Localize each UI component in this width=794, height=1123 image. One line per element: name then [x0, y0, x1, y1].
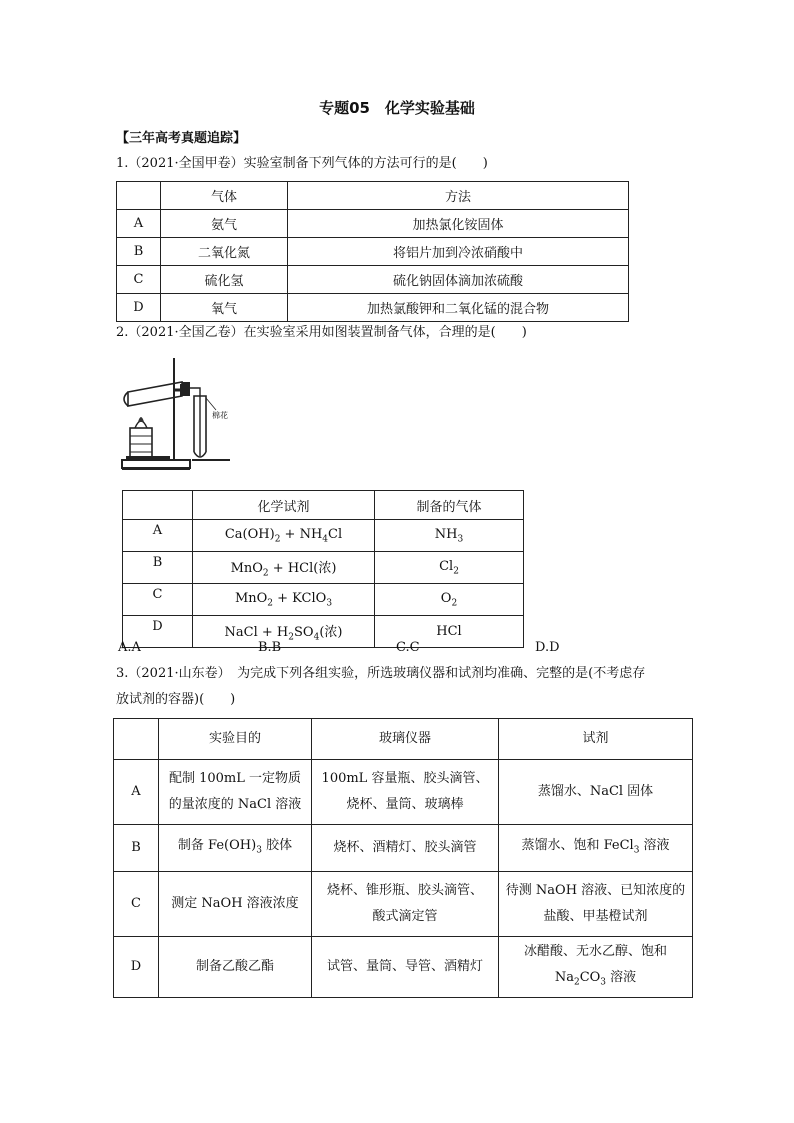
gas-generation-apparatus-figure: [118, 352, 234, 478]
table-cell: 硫化氢: [161, 266, 288, 294]
page-title: 专题05 化学实验基础: [319, 99, 475, 117]
section-heading: 【三年高考真题追踪】: [116, 131, 247, 146]
option-d[interactable]: D.D: [535, 640, 560, 655]
table-header-cell: [117, 182, 161, 210]
table-row: [114, 872, 693, 937]
table-cell: 加热氯酸钾和二氧化锰的混合物: [288, 294, 629, 322]
table-header-cell: [114, 719, 159, 760]
table-row: [123, 552, 524, 584]
option-b[interactable]: B.B: [258, 640, 282, 655]
figure-label-cotton: 棉花: [212, 411, 228, 420]
glassware-cell: 烧杯、锥形瓶、胶头滴管、 酸式滴定管: [312, 872, 499, 937]
table-cell: 加热氯化铵固体: [288, 210, 629, 238]
purpose-cell: 测定 NaOH 溶液浓度: [159, 872, 312, 937]
table-row: [114, 760, 693, 825]
table-row: [117, 238, 629, 266]
row-letter-cell: D: [123, 616, 193, 648]
option-a[interactable]: A.A: [118, 640, 141, 655]
row-letter-cell: C: [114, 872, 159, 937]
question-3-stem-line-1: 3.（2021·山东卷） 为完成下列各组实验，所选玻璃仪器和试剂均准确、完整的是(不考虑存: [116, 666, 646, 681]
table-row: [114, 825, 693, 872]
reagent-cell: NaCl + $H_2SO_4$(浓): [193, 616, 375, 648]
table-cell: B: [117, 238, 161, 266]
question-3-stem-line-2: 放试剂的容器)( ): [116, 692, 236, 707]
table-header-row: [123, 491, 524, 520]
table-cell: D: [117, 294, 161, 322]
table-header-row: [117, 182, 629, 210]
table-row: [117, 294, 629, 322]
gas-cell: $Cl_2$: [375, 552, 524, 584]
question-2-options: [118, 640, 578, 658]
glassware-cell: 烧杯、酒精灯、胶头滴管: [312, 825, 499, 872]
question-2-table: [122, 490, 524, 648]
glassware-cell: 试管、量筒、导管、酒精灯: [312, 937, 499, 998]
table-cell: 二氧化氮: [161, 238, 288, 266]
purpose-cell: 制备乙酸乙酯: [159, 937, 312, 998]
row-letter-cell: C: [123, 584, 193, 616]
question-3-table: [113, 718, 693, 998]
question-1-stem: 1.（2021·全国甲卷）实验室制备下列气体的方法可行的是( ): [116, 156, 488, 171]
table-header-cell: 制备的气体: [375, 491, 524, 520]
table-header-cell: 气体: [161, 182, 288, 210]
table-cell: 将铝片加到冷浓硝酸中: [288, 238, 629, 266]
option-c[interactable]: C.C: [396, 640, 420, 655]
table-row: [123, 520, 524, 552]
reagent-cell: 蒸馏水、NaCl 固体: [499, 760, 693, 825]
table-cell: 氨气: [161, 210, 288, 238]
row-letter-cell: B: [114, 825, 159, 872]
purpose-cell: 制备 $Fe(OH)_3$ 胶体: [159, 825, 312, 872]
table-row: [117, 266, 629, 294]
reagent-cell: 蒸馏水、饱和 FeCl$_3$ 溶液: [499, 825, 693, 872]
gas-cell: $NH_3$: [375, 520, 524, 552]
reagent-cell: $Ca(OH)_2 + NH_4Cl$: [193, 520, 375, 552]
gas-cell: HCl: [375, 616, 524, 648]
table-row: [114, 937, 693, 998]
table-header-cell: 玻璃仪器: [312, 719, 499, 760]
purpose-cell: 配制 100mL 一定物质 的量浓度的 NaCl 溶液: [159, 760, 312, 825]
gas-cell: $O_2$: [375, 584, 524, 616]
table-cell: 硫化钠固体滴加浓硫酸: [288, 266, 629, 294]
reagent-cell: 冰醋酸、无水乙醇、饱和 $Na_2CO_3$ 溶液: [499, 937, 693, 998]
table-cell: C: [117, 266, 161, 294]
question-1-table: [116, 181, 629, 322]
table-row: [123, 584, 524, 616]
table-cell: A: [117, 210, 161, 238]
row-letter-cell: A: [123, 520, 193, 552]
table-cell: 氧气: [161, 294, 288, 322]
row-letter-cell: D: [114, 937, 159, 998]
question-2-stem: 2.（2021·全国乙卷）在实验室采用如图装置制备气体，合理的是( ): [116, 325, 527, 340]
table-header-cell: 试剂: [499, 719, 693, 760]
row-letter-cell: A: [114, 760, 159, 825]
table-header-cell: [123, 491, 193, 520]
table-header-cell: 方法: [288, 182, 629, 210]
reagent-cell: MnO$_2$ + HCl(浓): [193, 552, 375, 584]
row-letter-cell: B: [123, 552, 193, 584]
table-header-row: [114, 719, 693, 760]
reagent-cell: MnO$_2$ + KClO$_3$: [193, 584, 375, 616]
reagent-cell: 待测 NaOH 溶液、已知浓度的 盐酸、甲基橙试剂: [499, 872, 693, 937]
table-header-cell: 化学试剂: [193, 491, 375, 520]
table-row: [117, 210, 629, 238]
glassware-cell: 100mL 容量瓶、胶头滴管、 烧杯、量筒、玻璃棒: [312, 760, 499, 825]
table-header-cell: 实验目的: [159, 719, 312, 760]
